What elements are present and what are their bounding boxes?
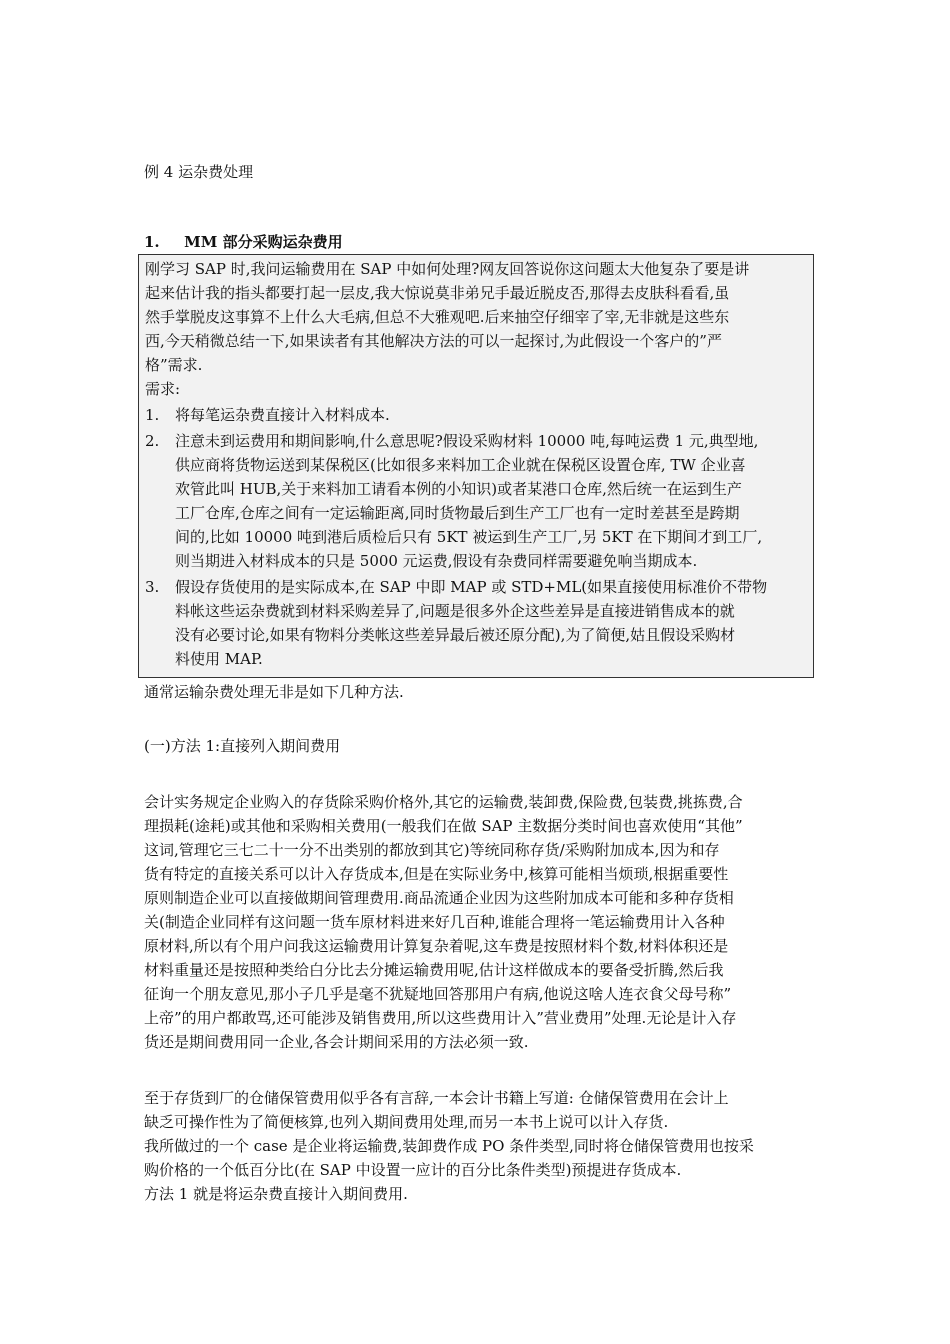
paragraph-line: 关(制造企业同样有这问题一货车原材料进来好几百种,谁能合理将一笔运输费用计入各种 (144, 913, 725, 931)
list-number: 3. (145, 578, 160, 596)
paragraph-line: 货还是期间费用同一企业,各会计期间采用的方法必须一致. (144, 1033, 529, 1051)
box-intro-line: 西,今天稍微总结一下,如果读者有其他解决方法的可以一起探讨,为此假设一个客户的”严 (145, 332, 722, 350)
box-intro-line: 格”需求. (145, 356, 203, 374)
box-intro-line: 刚学习 SAP 时,我问运输费用在 SAP 中如何处理?网友回答说你这问题太大他复杂了要是讲 (145, 260, 750, 278)
paragraph-line: 货有特定的直接关系可以计入存货成本,但是在实际业务中,核算可能相当烦琐,根据重要性 (144, 865, 729, 883)
list-item-line: 料帐这些运杂费就到材料采购差异了,问题是很多外企这些差异是直接进销售成本的就 (175, 602, 735, 620)
paragraph-line: 购价格的一个低百分比(在 SAP 中设置一应计的百分比条件类型)预提进存货成本. (144, 1161, 682, 1179)
example-title: 例 4 运杂费处理 (144, 163, 254, 181)
paragraph-line: 缺乏可操作性为了简便核算,也列入期间费用处理,而另一本书上说可以计入存货. (144, 1113, 669, 1131)
paragraph-line: 材料重量还是按照种类给白分比去分摊运输费用呢,估计这样做成本的要备受折腾,然后我 (144, 961, 724, 979)
list-item-line: 工厂仓库,仓库之间有一定运输距离,同时货物最后到生产工厂也有一定时差甚至是跨期 (175, 504, 740, 522)
paragraph-line: 至于存货到厂的仓储保管费用似乎各有言辞,一本会计书籍上写道: 仓储保管费用在会计上 (144, 1089, 729, 1107)
list-item-line: 料使用 MAP. (175, 650, 263, 668)
paragraph-line: 我所做过的一个 case 是企业将运输费,装卸费作成 PO 条件类型,同时将仓储保管费用也按采 (144, 1137, 754, 1155)
list-item-line: 将每笔运杂费直接计入材料成本. (175, 406, 390, 424)
requirements-box (138, 254, 814, 678)
list-item-line: 假设存货使用的是实际成本,在 SAP 中即 MAP 或 STD+ML(如果直接使用标准价不带物 (175, 578, 768, 596)
section-title: MM 部分采购运杂费用 (184, 233, 343, 251)
paragraph-line: 理损耗(途耗)或其他和采购相关费用(一般我们在做 SAP 主数据分类时间也喜欢使用“其他” (144, 817, 743, 835)
section-heading (144, 230, 343, 254)
paragraph-line: 征询一个朋友意见,那小子几乎是毫不犹疑地回答那用户有病,他说这啥人连衣食父母号称” (144, 985, 732, 1003)
paragraph-line: 原材料,所以有个用户问我这运输费用计算复杂着呢,这车费是按照材料个数,材料体积还是 (144, 937, 729, 955)
box-intro-line: 起来估计我的指头都要打起一层皮,我大惊说莫非弟兄手最近脱皮否,那得去皮肤科看看,虽 (145, 284, 730, 302)
list-item-line: 间的,比如 10000 吨到港后质检后只有 5KT 被运到生产工厂,另 5KT 在下期间才到工厂, (175, 528, 763, 546)
paragraph-line: 这词,管理它三七二十一分不出类别的都放到其它)等统同称存货/采购附加成本,因为和存 (144, 841, 720, 859)
list-item-line: 没有必要讨论,如果有物料分类帐这些差异最后被还原分配),为了简便,姑且假设采购材 (175, 626, 736, 644)
list-item-line: 供应商将货物运送到某保税区(比如很多来料加工企业就在保税区设置仓库, TW 企业喜 (175, 456, 746, 474)
paragraph-line: 会计实务规定企业购入的存货除采购价格外,其它的运输费,装卸费,保险费,包装费,挑拣费,合 (144, 793, 743, 811)
requirements-label: 需求: (145, 380, 181, 398)
section-number: 1. (144, 233, 160, 251)
list-item-line: 注意未到运费用和期间影响,什么意思呢?假设采购材料 10000 吨,每吨运费 1 元,典型地, (175, 432, 759, 450)
methods-intro: 通常运输杂费处理无非是如下几种方法. (144, 683, 404, 701)
list-number: 2. (145, 432, 160, 450)
box-intro-line: 然手掌脱皮这事算不上什么大毛病,但总不大雅观吧.后来抽空仔细宰了宰,无非就是这些东 (145, 308, 730, 326)
list-number: 1. (145, 406, 160, 424)
paragraph-line: 原则制造企业可以直接做期间管理费用.商品流通企业因为这些附加成本可能和多种存货相 (144, 889, 734, 907)
list-item-line: 则当期进入材料成本的只是 5000 元运费,假设有杂费同样需要避免响当期成本. (175, 552, 698, 570)
paragraph-line: 方法 1 就是将运杂费直接计入期间费用. (144, 1185, 408, 1203)
method1-heading: (一)方法 1:直接列入期间费用 (144, 737, 341, 755)
paragraph-line: 上帝”的用户都敢骂,还可能涉及销售费用,所以这些费用计入”营业费用”处理.无论是计入存 (144, 1009, 737, 1027)
list-item-line: 欢管此叫 HUB,关于来料加工请看本例的小知识)或者某港口仓库,然后统一在运到生产 (175, 480, 742, 498)
